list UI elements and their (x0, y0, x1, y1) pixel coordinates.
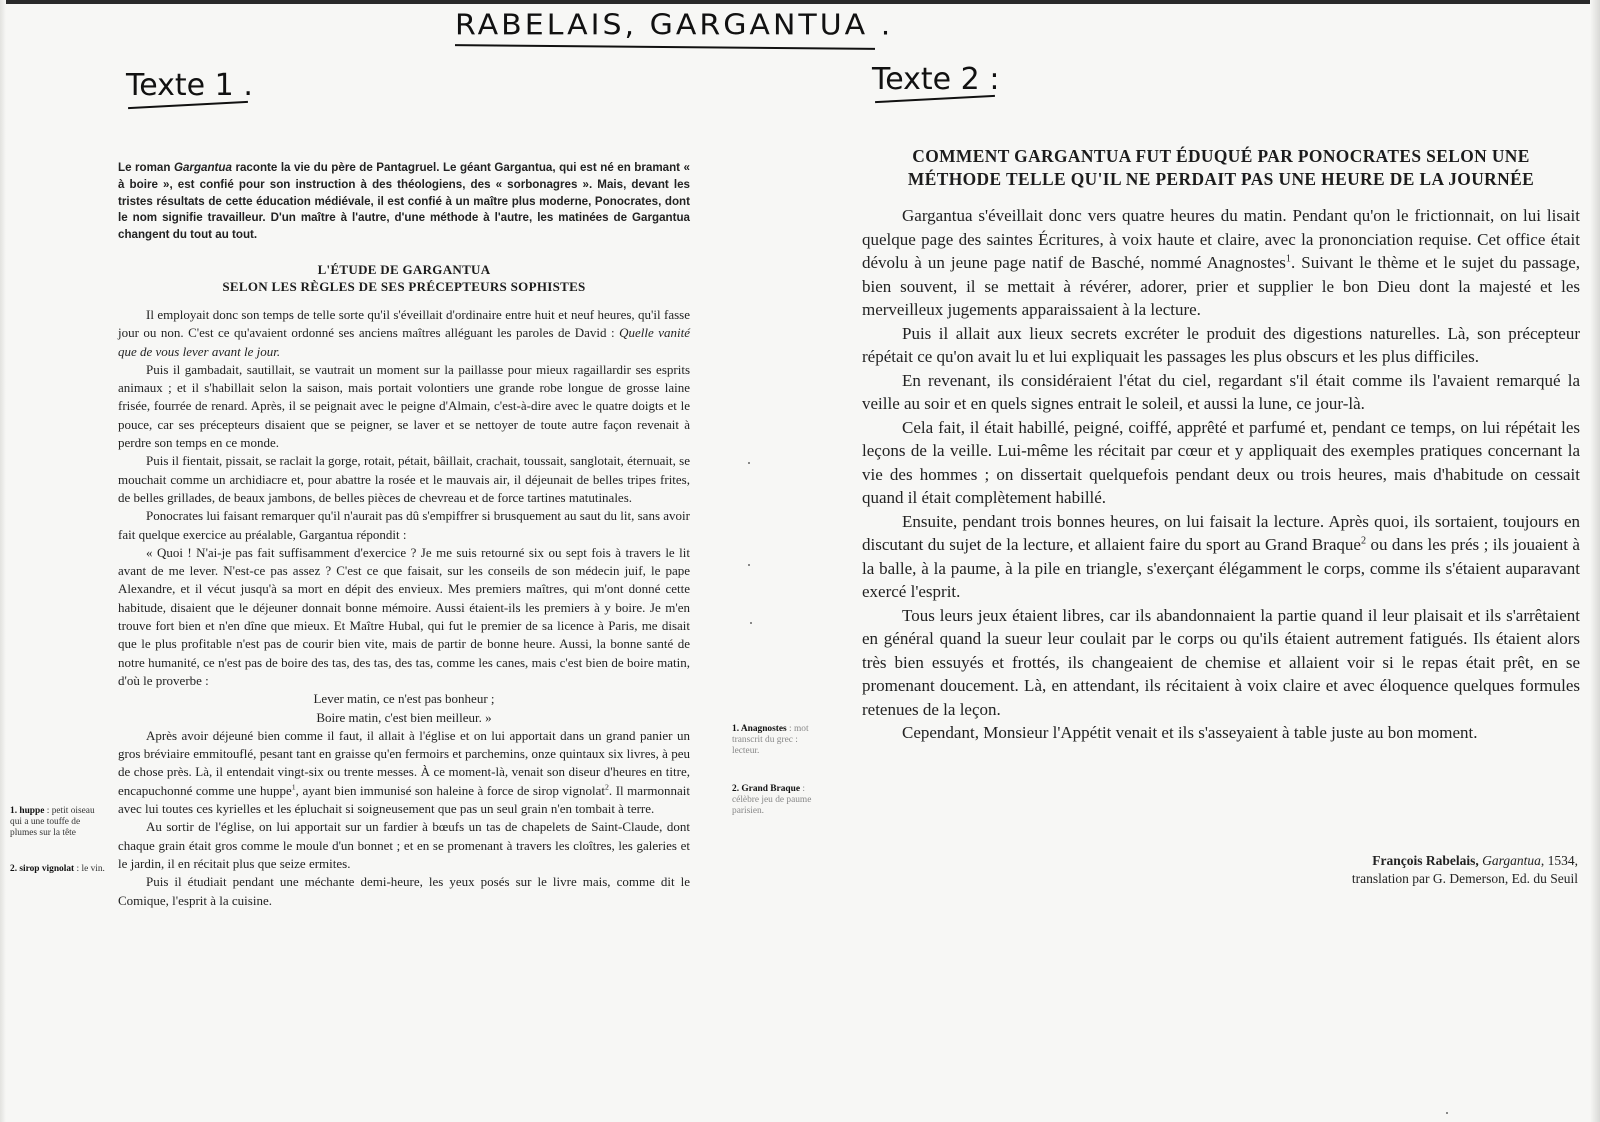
proverb-line: Boire matin, c'est bien meilleur. » (316, 709, 492, 725)
texte2-heading-line2: MÉTHODE TELLE QU'IL NE PERDAIT PAS UNE HEURE DE LA JOURNÉE (907, 169, 1535, 189)
footnote-huppe: 1. huppe : petit oiseau qui a une touffe de plumes sur la tête (10, 806, 95, 838)
texte2-paragraph: Cependant, Monsieur l'Appétit venait et ils s'asseyaient à table juste au bon moment. (902, 723, 1478, 742)
scan-speck (750, 622, 752, 624)
texte1-paragraph: Puis il étudiait pendant une méchante demi-heure, les yeux posés sur le livre mais, comme dit le Comique, l'esprit à la cuisine. (118, 874, 690, 908)
texte2-paragraph: Cela fait, il était habillé, peigné, coiffé, apprêté et parfumé et, pendant ce temps, on lui répétait les leçons de la veille. Lui-même les récitait par cœur et y appliquait des exemples pratiques concernant la vie des hommes ; on dissertait quelquefois pendant deux ou trois heures, mais d'habitude on cessait quand il était complètement habillé. (862, 417, 1580, 507)
scan-right-shadow (1590, 0, 1600, 1122)
texte2-paragraph: Tous leurs jeux étaient libres, car ils abandonnaient la partie quand il leur plaisait et ils s'arrêtaient en général quand la sueur leur coulait par le corps ou qu'ils étaient autrement fatigués. Ils étaient alors très bien essuyés et frottés, ils changeaient de chemise et allaient voir si le repas était prêt, en se promenant doucement. Là, en attendant, ils récitaient à voix claire et avec éloquence quelques formules retenues de la leçon. (862, 605, 1580, 719)
proverb-line: Lever matin, ce n'est pas bonheur ; (313, 691, 495, 707)
texte2-body (862, 204, 1580, 745)
texte1-heading-line1: L'ÉTUDE DE GARGANTUA (317, 262, 491, 277)
scan-speck (748, 564, 750, 566)
texte1-paragraph: Puis il fientait, pissait, se raclait la gorge, rotait, pétait, bâillait, crachait, toussait, sanglotait, éternuait, se mouchait comme un archidiacre et, pour abattre la rosée et le mauvais air, il déjeunait de belles tripes frites, de belles grillades, de beaux jambons, de belles pièces de chevreau et de force tartines matutinales. (118, 453, 690, 505)
texte2-paragraph: Puis il allait aux lieux secrets excréter le produit des digestions naturelles. Là, son précepteur répétait ce qu'on avait lu et lui expliquait les passages les plus obscurs et les plus difficiles. (862, 323, 1580, 366)
texte2-label: Texte 2 : (872, 62, 1000, 97)
texte1-paragraph: Il employait donc son temps de telle sorte qu'il s'éveillait d'ordinaire entre huit et neuf heures, qu'il fasse jour ou non. C'est ce qu'avaient ordonné ses anciens maîtres alléguant les paroles de David : Quelle vanité que de vous lever avant le jour. (118, 307, 690, 359)
texte2-heading-line1: COMMENT GARGANTUA FUT ÉDUQUÉ PAR PONOCRATES SELON UNE (912, 146, 1530, 166)
texte1-paragraph: Ponocrates lui faisant remarquer qu'il n'aurait pas dû s'empiffrer si brusquement au saut du lit, sans avoir fait quelque exercice au préalable, Gargantua répondit : (118, 508, 690, 542)
footnote-grand-braque: 2. Grand Braque : célèbre jeu de paume parisien. (732, 784, 812, 816)
page-title: RABELAIS, GARGANTUA . (455, 8, 894, 43)
attribution-translation: translation par G. Demerson, Ed. du Seuil (1351, 871, 1578, 886)
texte1-label: Texte 1 . (126, 68, 253, 103)
texte2-paragraph: Ensuite, pendant trois bonnes heures, on lui faisait la lecture. Après quoi, ils sortaient, toujours en discutant du sujet de la lecture, et allaient faire du sport au Grand Braque$^2$ ou dans les prés ; ils jouaient à la balle, à la paume, à la pile en triangle, s'exerçant élégamment le corps, comme ils s'étaient auparavant exercé l'esprit. (862, 511, 1580, 601)
texte1-heading-line2: SELON LES RÈGLES DE SES PRÉCEPTEURS SOPHISTES (222, 279, 586, 294)
texte1-body (118, 306, 690, 910)
page-title-underline (455, 44, 875, 50)
texte2-paragraph: Gargantua s'éveillait donc vers quatre heures du matin. Pendant qu'on le frictionnait, on lui lisait quelque page des saintes Écritures, à voix haute et claire, avec la prononciation requise. Cet office était dévolu à un jeune page natif de Basché, nommé Anagnostes$^1$. Suivant le thème et le sujet du passage, bien souvent, il se mettait à révérer, adorer, prier et supplier le bon Dieu dont la majesté et les merveilleux jugements apparaissaient à la lecture. (862, 206, 1580, 319)
scan-speck (1446, 1112, 1448, 1114)
attribution-author: François Rabelais, Gargantua, 1534, (1372, 853, 1578, 868)
scan-top-border (0, 0, 1600, 4)
texte2-paragraph: En revenant, ils considéraient l'état du ciel, regardant s'il était comme ils l'avaient remarqué la veille au soir et en quels signes entrait le soleil, et aussi la lune, ce jour-là. (862, 370, 1580, 413)
scan-speck (748, 462, 750, 464)
footnote-sirop: 2. sirop vignolat : le vin. (10, 864, 105, 874)
texte1-intro: Le roman Gargantua raconte la vie du père de Pantagruel. Le géant Gargantua, qui est né en bramant « à boire », est confié pour son instruction à des théologiens, des « sorbonagres ». Mais, devant les tristes résultats de cette éducation médiévale, il est confié à un maître plus moderne, Ponocrates, dont le nom signifie travailleur. D'un maître à l'autre, d'une méthode à l'autre, les matinées de Gargantua changent du tout au tout. (118, 161, 690, 242)
texte1-paragraph: « Quoi ! N'ai-je pas fait suffisamment d'exercice ? Je me suis retourné six ou sept fois à travers le lit avant de me lever. N'est-ce pas assez ? C'est ce que faisait, sur les conseils de son médecin juif, le pape Alexandre, et il vécut jusqu'à sa mort en dépit des envieux. Mes premiers maîtres, qui m'ont donné cette habitude, disaient que le déjeuner donnait bonne mémoire. Aussi étaient-ils les premiers à y boire. Je m'en trouve fort bien et n'en dîne que mieux. Et Maître Hubal, qui fut le premier de sa licence à Paris, me disait que le plus profitable n'est pas de courir bien vite, mais de partir de bonne heure. Aussi, la bonne santé de notre humanité, ce n'est pas de boire des tas, des tas, des tas, comme les canes, mais c'est bien de boire matin, d'où le proverbe : (118, 544, 690, 688)
footnote-anagnostes: 1. Anagnostes : mot transcrit du grec : lecteur. (732, 724, 809, 756)
scan-left-shadow (0, 0, 6, 1122)
texte1-paragraph: Au sortir de l'église, on lui apportait sur un fardier à bœufs un tas de chapelets de Saint-Claude, dont chaque grain était gros comme le moule d'un bonnet ; et en se promenant à travers les cloîtres, les galeries et le jardin, il en récitait plus que seize ermites. (118, 819, 690, 871)
texte1-paragraph: Après avoir déjeuné bien comme il faut, il allait à l'église et on lui apportait dans un grand panier un gros bréviaire emmitouflé, pesant tant en graisse qu'en fermoirs et parchemins, onze quintaux six livres, à peu de chose près. Là, il entendait vingt-six ou trente messes. À ce moment-là, venait son diseur d'heures en titre, encapuchonné comme une huppe$^1$, ayant bien immunisé son haleine à force de sirop vignolat$^2$. Il marmonnait avec lui toutes ces kyrielles et les épluchait si soigneusement que pas un seul grain n'en tombait à terre. (118, 727, 690, 817)
texte1-paragraph: Puis il gambadait, sautillait, se vautrait un moment sur la paillasse pour mieux ragaillardir ses esprits animaux ; et il s'habillait selon la saison, mais portait volontiers une grande robe longue de grosse laine frisée, fourrée de renard. Après, il se peignait avec le peigne d'Almain, c'est-à-dire avec le quatre doigts et le pouce, car ses précepteurs disaient que se peigner, se laver et se nettoyer de toute autre façon revenait à perdre son temps en ce monde. (118, 361, 690, 451)
